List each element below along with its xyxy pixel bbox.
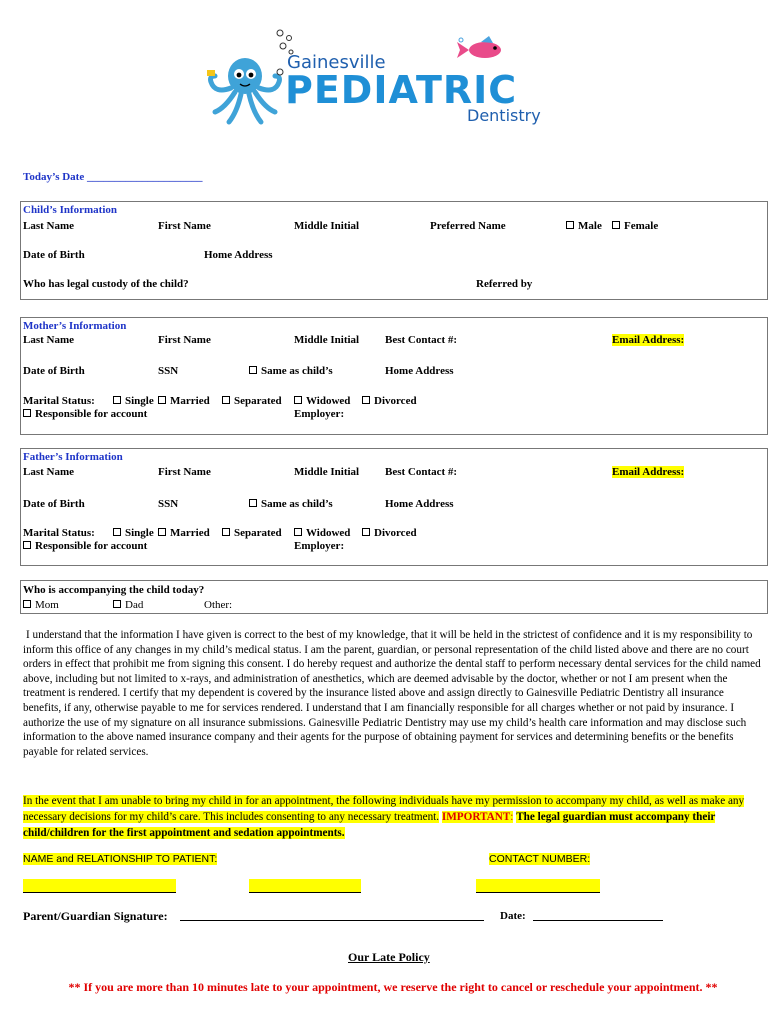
authorized-relationship-field[interactable]: [249, 879, 361, 893]
child-first-name-field[interactable]: First Name: [158, 220, 211, 232]
mother-middle-initial-field[interactable]: Middle Initial: [294, 334, 360, 346]
mother-ssn-field[interactable]: SSN: [158, 365, 179, 377]
late-policy-text: ** If you are more than 10 minutes late to your appointment, we reserve the right to cancel or reschedule your appointment. **: [68, 980, 718, 994]
child-dob-field[interactable]: Date of Birth: [23, 249, 85, 261]
child-home-address-field[interactable]: Home Address: [204, 249, 273, 261]
mother-employer-field[interactable]: Employer:: [294, 408, 345, 420]
authorized-name-field[interactable]: [23, 879, 176, 893]
child-middle-initial-field[interactable]: Middle Initial: [294, 220, 360, 232]
mother-same-as-child-checkbox[interactable]: Same as child’s: [249, 365, 333, 377]
accompany-mom-checkbox[interactable]: Mom: [23, 599, 59, 611]
father-marital-status-label: Marital Status:: [23, 527, 95, 539]
mother-last-name-field[interactable]: Last Name: [23, 334, 75, 346]
logo-pediatric: PEDIATRIC: [285, 68, 518, 112]
mother-best-contact-field[interactable]: Best Contact #:: [385, 334, 458, 346]
child-female-checkbox[interactable]: Female: [612, 220, 658, 232]
father-ssn-field[interactable]: SSN: [158, 498, 179, 510]
signature-field[interactable]: [180, 920, 484, 921]
mother-dob-field[interactable]: Date of Birth: [23, 365, 85, 377]
accompany-question: Who is accompanying the child today?: [23, 584, 205, 596]
father-dob-field[interactable]: Date of Birth: [23, 498, 85, 510]
father-home-address-field[interactable]: Home Address: [385, 498, 454, 510]
father-divorced-checkbox[interactable]: Divorced: [362, 527, 417, 539]
father-separated-checkbox[interactable]: Separated: [222, 527, 282, 539]
child-custody-field[interactable]: Who has legal custody of the child?: [23, 278, 189, 290]
signature-label: Parent/Guardian Signature:: [23, 909, 168, 923]
mother-responsible-checkbox[interactable]: Responsible for account: [23, 408, 147, 420]
permission-paragraph: [23, 793, 763, 841]
father-first-name-field[interactable]: First Name: [158, 466, 211, 478]
child-male-checkbox[interactable]: Male: [566, 220, 602, 232]
mother-single-checkbox[interactable]: Single: [113, 395, 154, 407]
important-separator: :: [510, 811, 514, 823]
logo-dentistry: Dentistry: [467, 106, 541, 125]
father-employer-field[interactable]: Employer:: [294, 540, 345, 552]
late-policy-title: Our Late Policy: [348, 950, 430, 964]
father-single-checkbox[interactable]: Single: [113, 527, 154, 539]
mother-separated-checkbox[interactable]: Separated: [222, 395, 282, 407]
mother-home-address-field[interactable]: Home Address: [385, 365, 454, 377]
mother-info-heading: Mother’s Information: [23, 320, 127, 332]
father-same-as-child-checkbox[interactable]: Same as child’s: [249, 498, 333, 510]
name-relationship-label: NAME and RELATIONSHIP TO PATIENT:: [23, 853, 218, 865]
child-preferred-name-field[interactable]: Preferred Name: [430, 220, 506, 232]
father-last-name-field[interactable]: Last Name: [23, 466, 75, 478]
father-married-checkbox[interactable]: Married: [158, 527, 210, 539]
authorized-contact-field[interactable]: [476, 879, 600, 893]
accompany-other-field[interactable]: Other:: [204, 599, 233, 611]
important-label: IMPORTANT: [441, 811, 511, 823]
mother-marital-status-label: Marital Status:: [23, 395, 95, 407]
mother-first-name-field[interactable]: First Name: [158, 334, 211, 346]
fish-icon: [455, 34, 509, 64]
logo-gainesville: Gainesville: [287, 52, 386, 73]
child-last-name-field[interactable]: Last Name: [23, 220, 75, 232]
father-middle-initial-field[interactable]: Middle Initial: [294, 466, 360, 478]
father-info-heading: Father’s Information: [23, 451, 123, 463]
mother-widowed-checkbox[interactable]: Widowed: [294, 395, 350, 407]
father-best-contact-field[interactable]: Best Contact #:: [385, 466, 458, 478]
signature-date-field[interactable]: [533, 920, 663, 921]
logo: [205, 28, 565, 128]
child-referred-by-field[interactable]: Referred by: [476, 278, 533, 290]
octopus-icon: [205, 50, 285, 130]
mother-divorced-checkbox[interactable]: Divorced: [362, 395, 417, 407]
permission-text: In the event that I am unable to bring my child in for an appointment, the following individuals have my permission to accompany my child, as well as make any necessary decisions for my child’s care. This includes consenting to any necessary treatment.: [23, 795, 745, 823]
father-widowed-checkbox[interactable]: Widowed: [294, 527, 350, 539]
signature-date-label: Date:: [500, 910, 526, 922]
child-info-heading: Child’s Information: [23, 204, 118, 216]
mother-married-checkbox[interactable]: Married: [158, 395, 210, 407]
accompany-dad-checkbox[interactable]: Dad: [113, 599, 143, 611]
contact-number-label: CONTACT NUMBER:: [489, 853, 591, 865]
father-responsible-checkbox[interactable]: Responsible for account: [23, 540, 147, 552]
consent-paragraph: I understand that the information I have given is correct to the best of my knowledge, that it will be held in the strictest of confidence and it is my responsibility to inform this office of any changes in my child’s medical status. I am the parent, guardian, or personal representation of the child listed above and there are no court orders in effect that prohibit me from signing this consent. I do hereby request and authorize the dental staff to perform necessary dental services for the child named above, including but not limited to x-rays, and administration of anesthetics, which are deemed advisable by the doctor, whether or not I am present when the treatment is rendered. I certify that my dependent is covered by the insurance listed above and assign directly to Gainesville Pediatric Dentistry all insurance benefits, if any, otherwise payable to me for services rendered. I understand that I am financially responsible for all charges whether or not paid by insurance. I authorize the use of my signature on all insurance submissions. Gainesville Pediatric Dentistry may use my child’s health care information and may disclose such information to the above named insurance company and their agents for the purpose of obtaining payment for services and determining benefits or the benefits payable for related services.: [23, 629, 761, 758]
todays-date-field[interactable]: Today’s Date _____________________: [23, 171, 203, 183]
legal-guardian-notice: The legal guardian must accompany their child/children for the first appointment and sedation appointments.: [23, 811, 716, 839]
mother-email-field[interactable]: Email Address:: [612, 334, 685, 346]
father-email-field[interactable]: Email Address:: [612, 466, 685, 478]
